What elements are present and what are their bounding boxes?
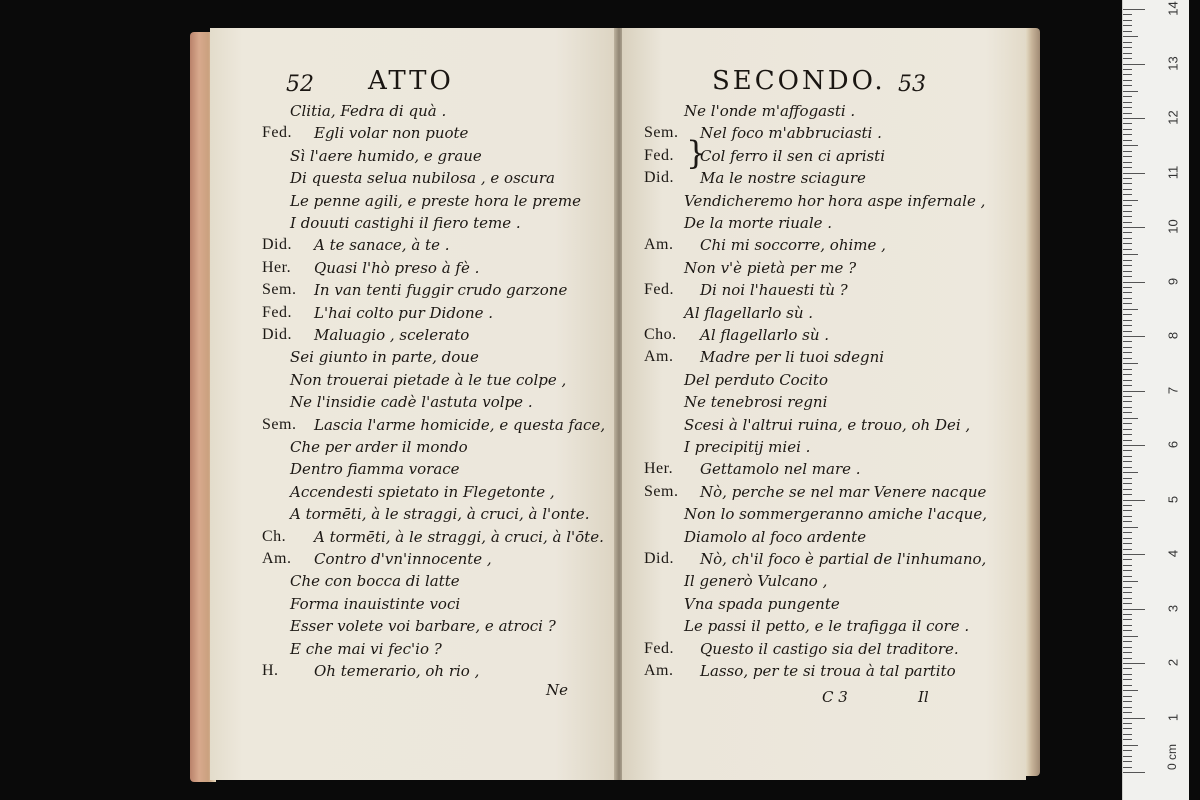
ruler-tick <box>1123 9 1145 10</box>
ruler-tick <box>1123 401 1132 402</box>
verse-text: Vendicheremo hor hora aspe infernale , <box>684 191 986 210</box>
verse-line <box>262 393 602 415</box>
verse-line <box>262 528 602 550</box>
ruler-tick <box>1123 134 1132 135</box>
ruler-tick <box>1123 445 1145 446</box>
ruler-tick <box>1123 570 1132 571</box>
verse-text: Chi mi soccorre, ohime , <box>700 236 886 255</box>
verse-line <box>262 438 602 460</box>
ruler-number: 10 <box>1165 219 1181 234</box>
verse-line <box>262 102 602 124</box>
ruler-tick <box>1123 467 1132 468</box>
verse-line <box>644 416 984 438</box>
ruler-tick <box>1123 685 1132 686</box>
verse-line <box>262 304 602 326</box>
ruler-tick <box>1123 14 1132 15</box>
ruler-tick <box>1123 129 1132 130</box>
ruler-tick <box>1123 53 1132 54</box>
ruler-tick <box>1123 200 1138 201</box>
ruler-tick <box>1123 456 1132 457</box>
ruler-tick <box>1123 358 1132 359</box>
ruler-tick <box>1123 461 1132 462</box>
ruler-tick <box>1123 320 1132 321</box>
ruler-tick <box>1123 292 1132 293</box>
verse-text: A tormēti, à le straggi, à cruci, à l'ōte. <box>314 527 604 546</box>
verse-text: Che con bocca di latte <box>290 572 460 591</box>
ruler-tick <box>1123 658 1132 659</box>
verse-line <box>644 617 984 639</box>
verse-text: Contro d'vn'innocente , <box>314 550 492 568</box>
ruler-tick <box>1123 707 1132 708</box>
speaker-label: Am. <box>644 348 674 366</box>
ruler-number: 13 <box>1165 55 1181 71</box>
speaker-label: Sem. <box>262 415 297 433</box>
ruler-tick <box>1123 194 1132 195</box>
ruler-tick <box>1123 396 1132 397</box>
verse-line <box>262 550 602 572</box>
verse-line <box>262 617 602 639</box>
ruler-tick <box>1123 31 1132 32</box>
ruler-tick <box>1123 652 1132 653</box>
ruler-tick <box>1123 271 1132 272</box>
speaker-label: Did. <box>644 550 674 567</box>
ruler-tick <box>1123 598 1132 599</box>
ruler-number: 14 <box>1165 1 1181 16</box>
verse-line <box>262 640 602 662</box>
ruler-tick <box>1123 314 1132 315</box>
ruler-tick <box>1123 494 1132 495</box>
ruler-tick <box>1123 96 1132 97</box>
ruler-tick <box>1123 668 1132 669</box>
ruler-tick <box>1123 592 1132 593</box>
ruler-number: 11 <box>1165 165 1181 179</box>
ruler-tick <box>1123 173 1145 174</box>
ruler-tick <box>1123 434 1132 435</box>
measurement-ruler <box>1122 0 1189 800</box>
verse-text: I douuti castighi il fiero teme . <box>290 214 521 232</box>
ruler-tick <box>1123 298 1132 299</box>
verse-text: Le penne agili, e preste hora le preme <box>290 191 581 210</box>
verse-line <box>262 326 602 348</box>
speaker-label: Her. <box>262 258 292 276</box>
ruler-number: 3 <box>1165 604 1181 612</box>
verse-text: Ne l'onde m'affogasti . <box>684 102 856 120</box>
verse-line <box>644 371 984 393</box>
verse-line <box>644 102 984 124</box>
verse-text: Accendesti spietato in Flegetonte , <box>290 482 555 501</box>
ruler-number: 1 <box>1165 713 1181 721</box>
verse-line <box>644 124 984 146</box>
verse-line <box>644 348 984 370</box>
verse-line <box>644 438 984 460</box>
speaker-label: Fed. <box>644 639 674 657</box>
ruler-tick <box>1123 156 1132 157</box>
verse-line <box>262 348 602 370</box>
verse-text: Quasi l'hò preso à fè . <box>314 258 480 277</box>
verse-line <box>262 214 602 236</box>
ruler-tick <box>1123 614 1132 615</box>
speaker-brace: } <box>686 134 707 172</box>
verse-text: A tormēti, à le straggi, à cruci, à l'onte. <box>290 505 590 524</box>
open-book <box>190 22 1040 784</box>
ruler-tick <box>1123 276 1132 277</box>
ruler-tick <box>1123 282 1145 283</box>
verse-text: Nel foco m'abbruciasti . <box>700 124 882 143</box>
verse-line <box>262 572 602 594</box>
verse-text: Sì l'aere humido, e graue <box>290 146 482 165</box>
ruler-tick <box>1123 527 1138 528</box>
ruler-tick <box>1123 440 1132 441</box>
ruler-tick <box>1123 619 1132 620</box>
ruler-tick <box>1123 85 1132 86</box>
ruler-tick <box>1123 25 1132 26</box>
verse-text: Scesi à l'altrui ruina, e trouo, oh Dei , <box>684 415 971 434</box>
ruler-tick <box>1123 696 1132 697</box>
verse-text: Il generò Vulcano , <box>684 572 828 591</box>
verse-text: Clitia, Fedra di quà . <box>290 102 447 120</box>
verse-line <box>644 528 984 550</box>
ruler-tick <box>1123 385 1132 386</box>
speaker-label: Fed. <box>262 303 292 321</box>
ruler-number: 4 <box>1165 549 1181 558</box>
speaker-label: Ch. <box>262 527 287 545</box>
right-page-number: 53 <box>898 72 926 97</box>
verse-text: Questo il castigo sia del traditore. <box>700 639 959 658</box>
verse-line <box>644 147 984 169</box>
verse-text: E che mai vi fec'io ? <box>290 639 442 658</box>
verse-text: Forma inauistinte voci <box>290 594 461 613</box>
speaker-label: Cho. <box>644 326 677 343</box>
ruler-tick <box>1123 205 1132 206</box>
ruler-tick <box>1123 478 1132 479</box>
ruler-number: 8 <box>1165 331 1181 340</box>
ruler-tick <box>1123 543 1132 544</box>
verse-text: Del perduto Cocito <box>684 370 828 389</box>
ruler-tick <box>1123 232 1132 233</box>
verse-line <box>644 169 984 191</box>
ruler-tick <box>1123 734 1132 735</box>
verse-text: Sei giunto in parte, doue <box>290 348 479 367</box>
ruler-tick <box>1123 647 1132 648</box>
verse-text: Gettamolo nel mare . <box>700 460 861 479</box>
verse-line <box>262 236 602 258</box>
verse-text: Lasso, per te si troua à tal partito <box>700 662 956 680</box>
verse-line <box>262 483 602 505</box>
ruler-tick <box>1123 756 1132 757</box>
ruler-tick <box>1123 74 1132 75</box>
speaker-label: Her. <box>644 460 674 478</box>
verse-text: Diamolo al foco ardente <box>684 527 867 546</box>
speaker-label: Sem. <box>262 281 297 299</box>
ruler-tick <box>1123 603 1132 604</box>
ruler-tick <box>1123 331 1132 332</box>
left-running-head: ATTO <box>368 66 454 96</box>
ruler-number: 9 <box>1165 277 1181 285</box>
verse-line <box>262 192 602 214</box>
ruler-tick <box>1123 211 1132 212</box>
speaker-label: Am. <box>262 550 292 567</box>
ruler-tick <box>1123 102 1132 103</box>
speaker-label: Fed. <box>644 281 674 299</box>
ruler-tick <box>1123 249 1132 250</box>
ruler-tick <box>1123 554 1145 555</box>
verse-line <box>644 192 984 214</box>
ruler-tick <box>1123 113 1132 114</box>
ruler-tick <box>1123 500 1145 501</box>
verse-line <box>262 371 602 393</box>
ruler-tick <box>1123 641 1132 642</box>
ruler-tick <box>1123 162 1132 163</box>
ruler-tick <box>1123 407 1132 408</box>
ruler-tick <box>1123 745 1138 746</box>
verse-line <box>644 259 984 281</box>
verse-line <box>644 236 984 258</box>
verse-text: Di questa selua nubilosa , e oscura <box>290 169 555 188</box>
ruler-tick <box>1123 674 1132 675</box>
ruler-tick <box>1123 36 1138 37</box>
verse-text: Ne l'insidie cadè l'astuta volpe . <box>290 393 533 412</box>
verse-text: Esser volete voi barbare, e atroci ? <box>290 617 556 636</box>
ruler-tick <box>1123 423 1132 424</box>
ruler-tick <box>1123 483 1132 484</box>
ruler-tick <box>1123 712 1132 713</box>
ruler-number: 7 <box>1165 386 1181 394</box>
ruler-tick <box>1123 238 1132 239</box>
ruler-tick <box>1123 20 1132 21</box>
ruler-tick <box>1123 559 1132 560</box>
verse-text: De la morte riuale . <box>684 214 833 232</box>
verse-text: L'hai colto pur Didone . <box>314 303 494 322</box>
ruler-number: 5 <box>1165 495 1181 503</box>
ruler-tick <box>1123 369 1132 370</box>
left-catchword: Ne <box>546 681 569 699</box>
right-signature-mark: C 3 <box>822 688 848 706</box>
ruler-unit: 0 cm <box>1165 743 1180 771</box>
ruler-tick <box>1123 510 1132 511</box>
ruler-tick <box>1123 538 1132 539</box>
ruler-tick <box>1123 576 1132 577</box>
ruler-tick <box>1123 325 1132 326</box>
ruler-tick <box>1123 489 1132 490</box>
verse-text: Maluagio , scelerato <box>314 326 470 344</box>
verse-line <box>644 304 984 326</box>
verse-text: Madre per li tuoi sdegni <box>700 348 885 367</box>
right-page <box>622 28 1026 780</box>
ruler-tick <box>1123 91 1138 92</box>
verse-text: Dentro fiamma vorace <box>290 460 460 479</box>
verse-text: Di noi l'hauesti tù ? <box>700 281 848 300</box>
ruler-tick <box>1123 630 1132 631</box>
verse-line <box>644 281 984 303</box>
ruler-tick <box>1123 254 1138 255</box>
verse-text: Che per arder il mondo <box>290 438 468 456</box>
ruler-tick <box>1123 701 1132 702</box>
ruler-tick <box>1123 69 1132 70</box>
book-edge-right <box>1026 28 1040 776</box>
ruler-tick <box>1123 303 1132 304</box>
ruler-tick <box>1123 167 1132 168</box>
ruler-tick <box>1123 739 1132 740</box>
ruler-tick <box>1123 107 1132 108</box>
ruler-tick <box>1123 728 1132 729</box>
verse-text: Nò, perche se nel mar Venere nacque <box>700 482 987 501</box>
verse-text: Non v'è pietà per me ? <box>684 258 857 277</box>
ruler-tick <box>1123 472 1138 473</box>
speaker-label: Fed. <box>262 124 292 142</box>
ruler-tick <box>1123 352 1132 353</box>
right-running-head: SECONDO. <box>712 66 886 96</box>
ruler-tick <box>1123 429 1132 430</box>
verse-text: Ma le nostre sciagure <box>700 169 866 188</box>
verse-line <box>262 595 602 617</box>
ruler-tick <box>1123 347 1132 348</box>
ruler-tick <box>1123 761 1132 762</box>
ruler-tick <box>1123 151 1132 152</box>
verse-text: Le passi il petto, e le trafigga il core . <box>684 617 970 636</box>
ruler-tick <box>1123 183 1132 184</box>
ruler-tick <box>1123 309 1138 310</box>
verse-line <box>262 147 602 169</box>
ruler-tick <box>1123 521 1132 522</box>
verse-line <box>644 214 984 236</box>
ruler-tick <box>1123 625 1132 626</box>
speaker-label: Sem. <box>644 124 679 142</box>
ruler-tick <box>1123 265 1132 266</box>
ruler-tick <box>1123 227 1145 228</box>
verse-text: Non lo sommergeranno amiche l'acque, <box>684 505 987 524</box>
ruler-tick <box>1123 772 1145 773</box>
verse-line <box>644 460 984 482</box>
ruler-tick <box>1123 64 1145 65</box>
ruler-tick <box>1123 363 1138 364</box>
ruler-tick <box>1123 189 1132 190</box>
verse-line <box>644 550 987 572</box>
left-page-number: 52 <box>286 72 314 97</box>
verse-text: Ne tenebrosi regni <box>684 393 828 412</box>
verse-text: A te sanace, à te . <box>314 236 450 255</box>
verse-line <box>262 124 602 146</box>
ruler-tick <box>1123 118 1145 119</box>
ruler-tick <box>1123 47 1132 48</box>
ruler-tick <box>1123 123 1132 124</box>
speaker-label: Did. <box>644 169 674 187</box>
verse-text: Col ferro il sen ci apristi <box>700 146 886 165</box>
verse-line <box>644 505 987 527</box>
verse-text: Nò, ch'il foco è partial de l'inhumano, <box>700 550 987 568</box>
ruler-tick <box>1123 374 1132 375</box>
verse-text: In van tenti fuggir crudo garzone <box>314 281 568 300</box>
ruler-number: 12 <box>1165 110 1181 125</box>
ruler-tick <box>1123 178 1132 179</box>
verse-line <box>262 415 606 438</box>
ruler-tick <box>1123 750 1132 751</box>
ruler-tick <box>1123 42 1132 43</box>
verse-line <box>262 169 602 191</box>
verse-text: Vna spada pungente <box>684 594 840 613</box>
ruler-tick <box>1123 140 1132 141</box>
ruler-number: 6 <box>1165 440 1181 449</box>
ruler-tick <box>1123 767 1132 768</box>
ruler-tick <box>1123 450 1132 451</box>
speaker-label: Did. <box>262 236 292 254</box>
ruler-tick <box>1123 58 1132 59</box>
verse-line <box>262 281 602 303</box>
speaker-label: Did. <box>262 326 292 343</box>
speaker-label: Am. <box>644 662 674 679</box>
ruler-tick <box>1123 549 1132 550</box>
ruler-tick <box>1123 341 1132 342</box>
ruler-number: 2 <box>1165 658 1181 667</box>
ruler-tick <box>1123 412 1132 413</box>
ruler-tick <box>1123 260 1132 261</box>
ruler-tick <box>1123 391 1145 392</box>
verse-text: Oh temerario, oh rio , <box>314 662 480 680</box>
speaker-label: Fed. <box>644 146 674 164</box>
verse-text: Al flagellarlo sù . <box>684 303 814 322</box>
ruler-tick <box>1123 380 1132 381</box>
ruler-tick <box>1123 80 1132 81</box>
verse-line <box>644 595 984 617</box>
ruler-tick <box>1123 336 1145 337</box>
speaker-label: H. <box>262 662 279 679</box>
verse-line <box>262 505 602 527</box>
ruler-tick <box>1123 718 1145 719</box>
ruler-tick <box>1123 663 1145 664</box>
verse-text: Al flagellarlo sù . <box>700 326 830 344</box>
ruler-tick <box>1123 690 1138 691</box>
verse-line <box>644 640 984 662</box>
ruler-tick <box>1123 587 1132 588</box>
speaker-label: Am. <box>644 236 674 254</box>
ruler-tick <box>1123 216 1132 217</box>
ruler-tick <box>1123 145 1138 146</box>
left-page <box>210 28 616 780</box>
ruler-tick <box>1123 679 1132 680</box>
ruler-tick <box>1123 636 1138 637</box>
ruler-tick <box>1123 243 1132 244</box>
ruler-tick <box>1123 505 1132 506</box>
verse-line <box>644 572 984 594</box>
verse-line <box>644 393 984 415</box>
verse-line <box>644 662 984 684</box>
ruler-tick <box>1123 723 1132 724</box>
verse-line <box>262 460 602 482</box>
verse-line <box>644 482 987 505</box>
ruler-tick <box>1123 581 1138 582</box>
ruler-tick <box>1123 565 1132 566</box>
right-catchword: Il <box>918 688 929 706</box>
ruler-tick <box>1123 287 1132 288</box>
verse-text: Egli volar non puote <box>314 124 469 143</box>
verse-line <box>644 326 984 348</box>
speaker-label: Sem. <box>644 482 679 500</box>
ruler-tick <box>1123 418 1138 419</box>
ruler-tick <box>1123 516 1132 517</box>
verse-text: Lascia l'arme homicide, e questa face, <box>314 415 606 434</box>
ruler-tick <box>1123 609 1145 610</box>
verse-line <box>262 259 602 281</box>
verse-text: I precipitij miei . <box>684 438 811 456</box>
ruler-tick <box>1123 222 1132 223</box>
ruler-tick <box>1123 532 1132 533</box>
verse-text: Non trouerai pietade à le tue colpe , <box>290 370 567 389</box>
